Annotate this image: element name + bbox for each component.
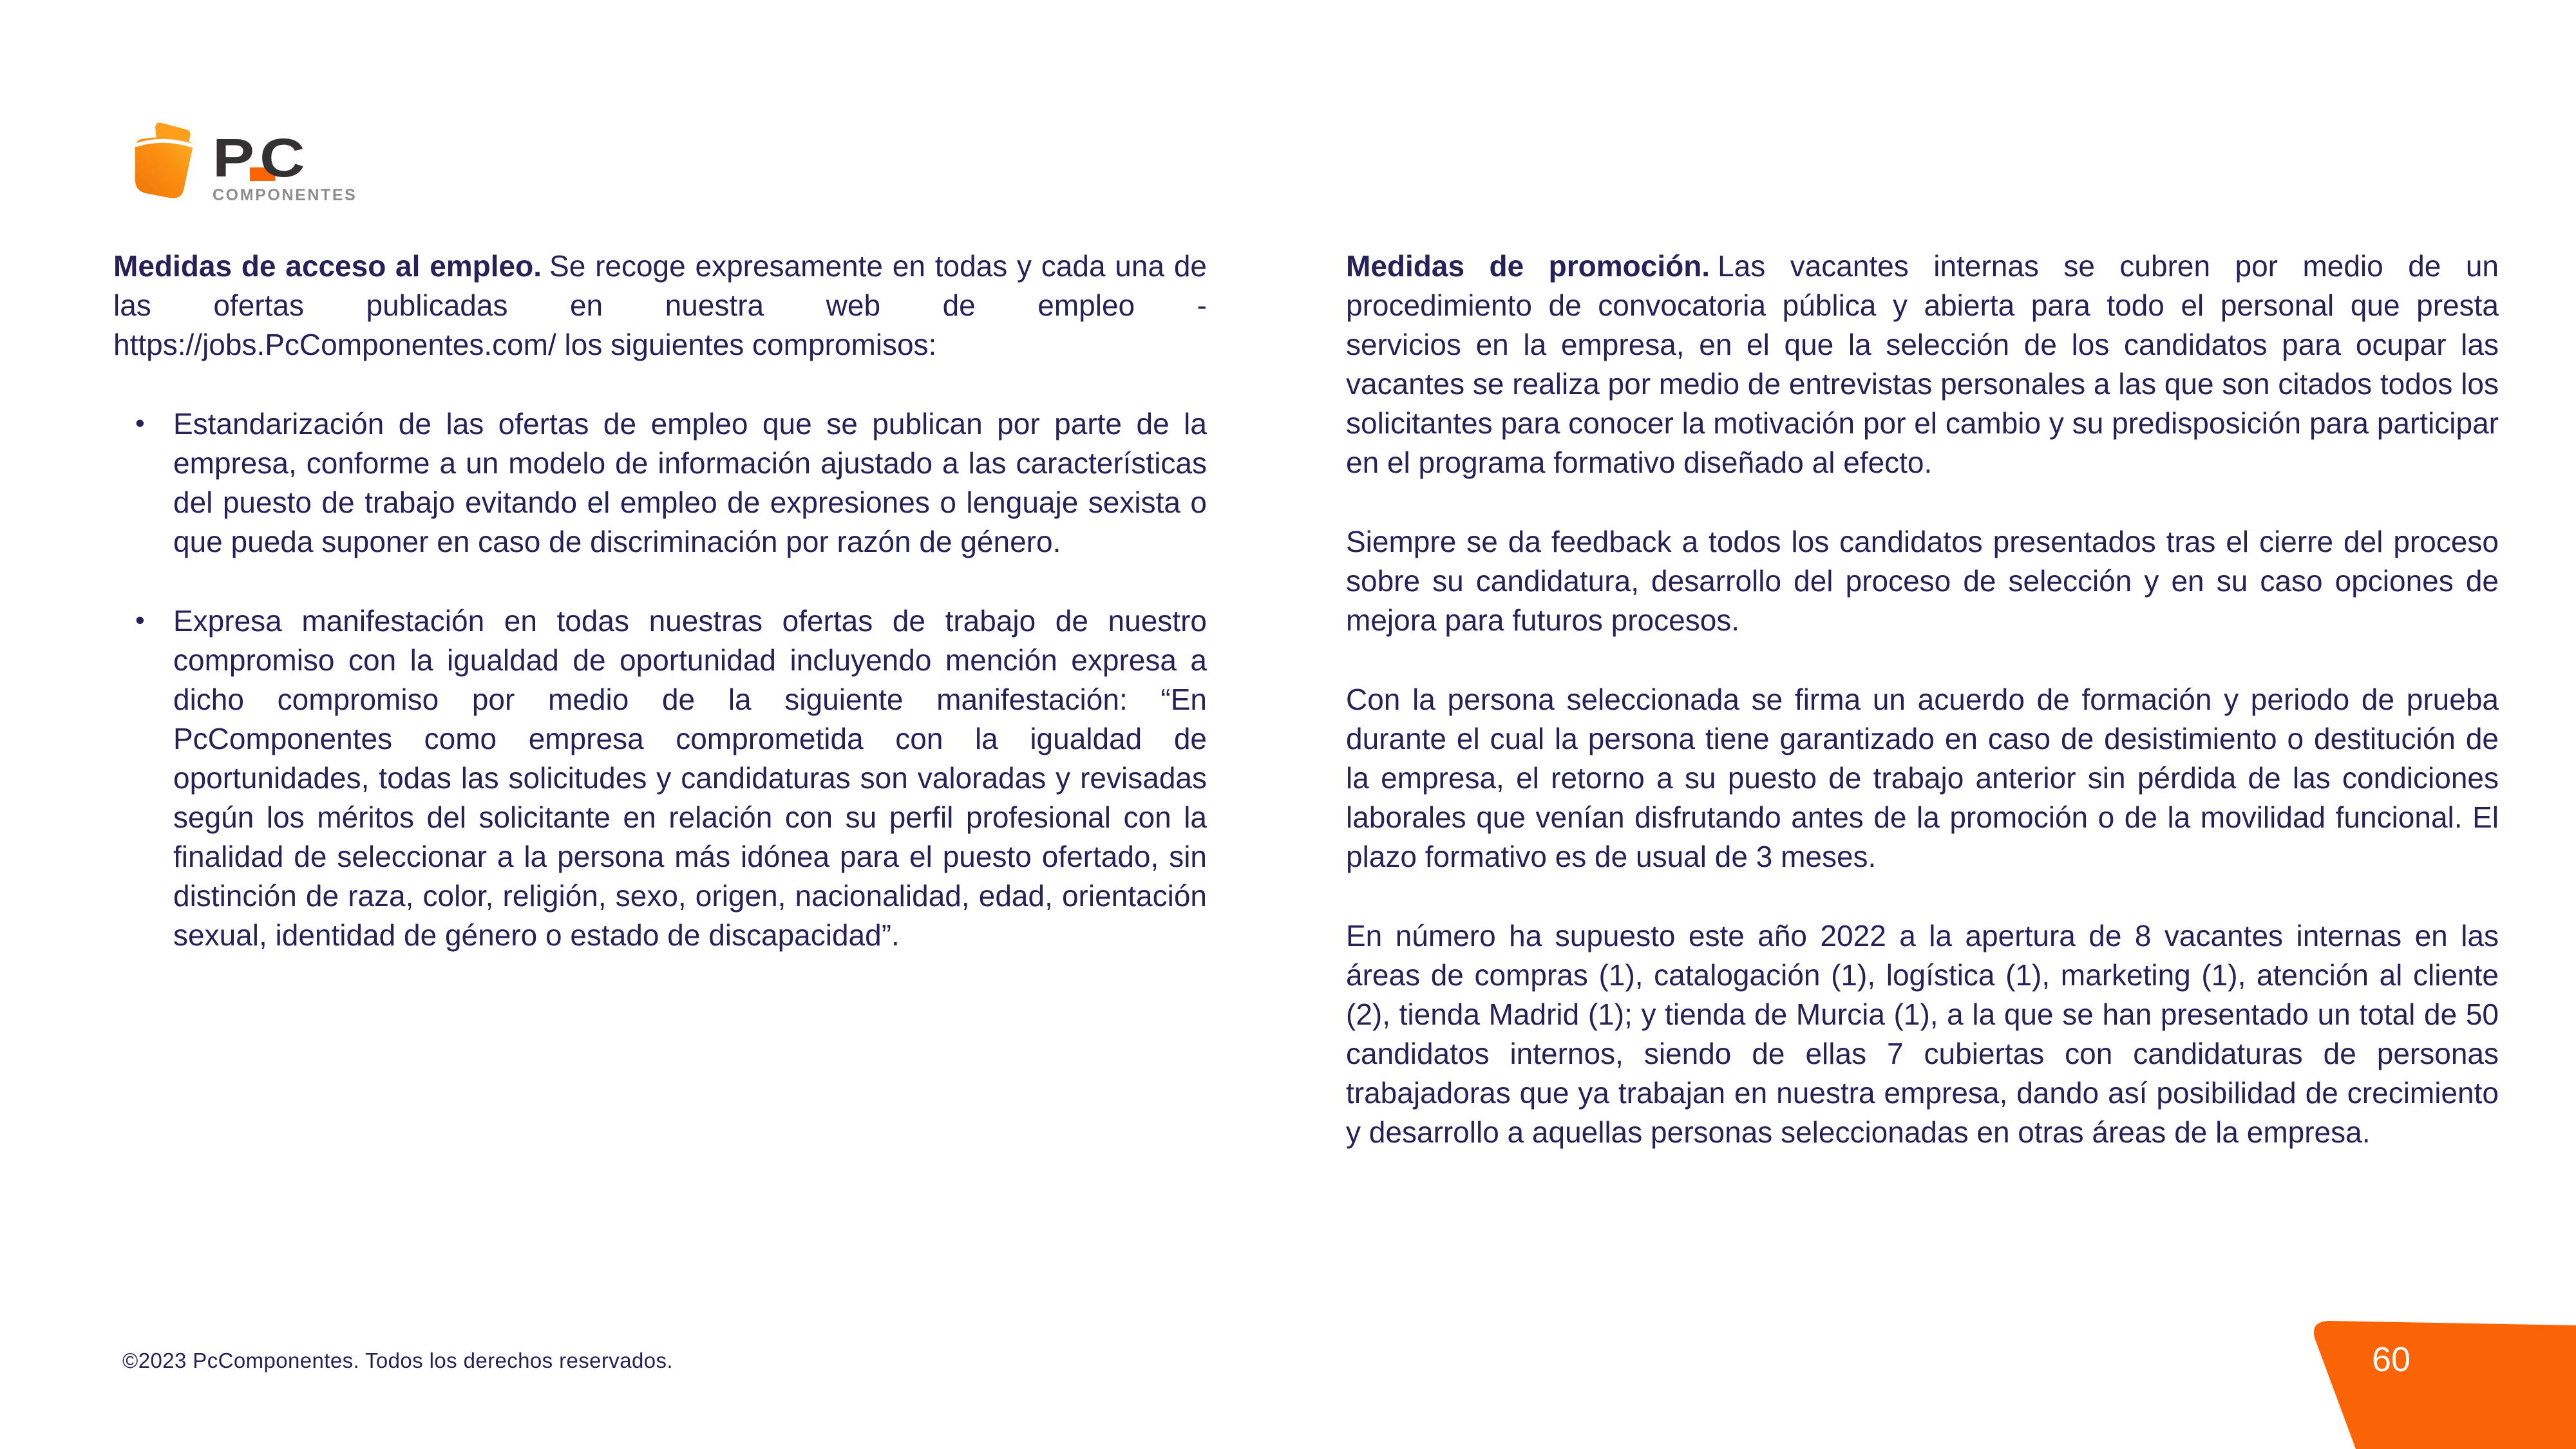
page-badge-shape (2309, 1315, 2576, 1449)
logo-pc-letters: PC (213, 128, 310, 188)
bullet-icon: • (135, 605, 145, 635)
list-item (113, 601, 1207, 955)
page-number: 60 (2372, 1340, 2411, 1379)
access-measures-intro: Se recoge expresamente en todas y cada una de las ofertas publicadas en nuestra web de empleo - https://jobs.PcComponentes.com/ los siguientes compromisos: (113, 249, 1207, 361)
logo-wordmark (213, 120, 357, 205)
promotion-measures-intro: Las vacantes internas se cubren por medio de un procedimiento de convocatoria pública y abierta para todo el personal que presta servicios en la empresa, en el que la selección de los candidatos para ocupar las vacantes se realiza por medio de entrevistas personales a las que son citados todos los solicitantes para conocer la motivación por el cambio y su predisposición para participar en el programa formativo diseñado al efecto. (1346, 249, 2499, 479)
bullet-text-equal-opportunity: Expresa manifestación en todas nuestras ofertas de trabajo de nuestro compromiso con la igualdad de oportunidad incluyendo mención expresa a dicho compromiso por medio de la siguiente manifestación: “En PcComponentes como empresa comprometida con la igualdad de oportunidades, todas las solicitudes y candidaturas son valoradas y revisadas según los méritos del solicitante en relación con su perfil profesional con la finalidad de seleccionar a la persona más idónea para el puesto ofertado, sin distinción de raza, color, religión, sexo, origen, nacionalidad, edad, orientación sexual, identidad de género o estado de discapacidad”. (173, 604, 1207, 952)
bullet-icon: • (135, 408, 145, 438)
promotion-measures-heading: Medidas de promoción. (1346, 249, 1710, 283)
page-number-badge (2309, 1315, 2576, 1449)
list-item (113, 404, 1207, 562)
access-measures-paragraph (113, 247, 1207, 365)
promotion-measures-paragraph (1346, 247, 2499, 482)
left-column (113, 247, 1207, 955)
bullet-text-standardization: Estandarización de las ofertas de empleo que se publican por parte de la empresa, conforme a un modelo de información ajustado a las características del puesto de trabajo evitando el empleo de expresiones o lenguaje sexista o que pueda suponer en caso de discriminación por razón de género. (173, 407, 1207, 558)
right-column (1346, 247, 2499, 1152)
access-measures-heading: Medidas de acceso al empleo. (113, 249, 542, 283)
book-icon (131, 120, 198, 198)
training-agreement-paragraph: Con la persona seleccionada se firma un acuerdo de formación y periodo de prueba durante el cual la persona tiene garantizado en caso de desistimiento o destitución de la empresa, el retorno a su puesto de trabajo anterior sin pérdida de las condiciones laborales que venían disfrutando antes de la promoción o de la movilidad funcional. El plazo formativo es de usual de 3 meses. (1346, 683, 2499, 873)
pccomponentes-logo (131, 120, 357, 205)
logo-subtext: COMPONENTES (213, 186, 357, 205)
logo-brand-text (213, 128, 310, 188)
copyright-notice: ©2023 PcComponentes. Todos los derechos reservados. (122, 1349, 673, 1372)
commitments-list (113, 404, 1207, 955)
feedback-paragraph: Siempre se da feedback a todos los candidatos presentados tras el cierre del proceso sobre su candidatura, desarrollo del proceso de selección y en su caso opciones de mejora para futuros procesos. (1346, 525, 2499, 637)
vacancies-2022-paragraph: En número ha supuesto este año 2022 a la apertura de 8 vacantes internas en las áreas de compras (1), catalogación (1), logística (1), marketing (1), atención al cliente (2), tienda Madrid (1); y tienda de Murcia (1), a la que se han presentado un total de 50 candidatos internos, siendo de ellas 7 cubiertas con candidaturas de personas trabajadoras que ya trabajan en nuestra empresa, dando así posibilidad de crecimiento y desarrollo a aquellas personas seleccionadas en otras áreas de la empresa. (1346, 919, 2499, 1149)
